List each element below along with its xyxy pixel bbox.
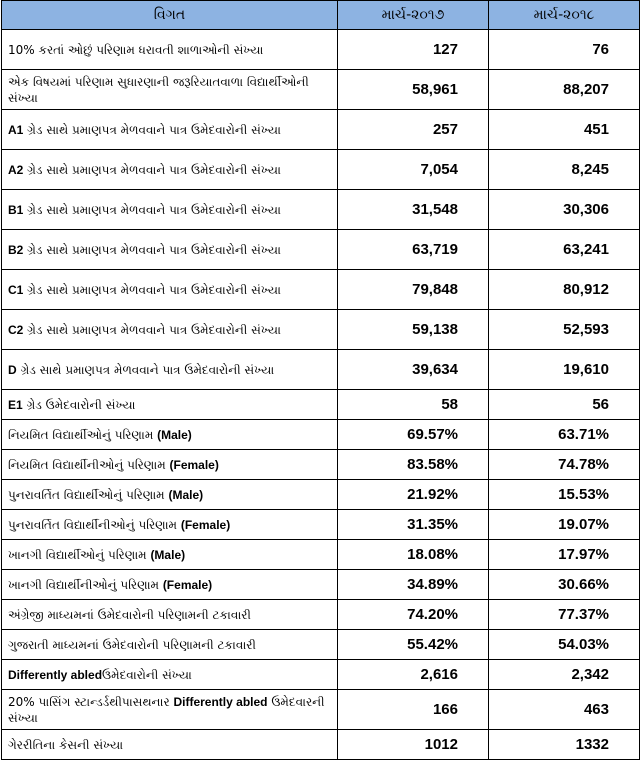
value-march-2018: 30.66% <box>489 570 640 600</box>
row-label-text: ગ્રેડ સાથે પ્રમાણપત્ર મેળવવાને પાત્ર ઉમેદવારોની સંખ્યા <box>16 362 275 377</box>
value-march-2017: 31.35% <box>338 510 489 540</box>
table-row <box>2 600 640 630</box>
table-body <box>2 30 640 760</box>
row-label-text: પુનરાવર્તિત વિદ્યાર્થીઓનું પરિણામ <box>8 487 169 502</box>
value-march-2017: 166 <box>338 690 489 730</box>
row-label-suffix: Differently abled <box>173 694 268 709</box>
row-label <box>2 420 338 450</box>
row-label-text: 10% કરતાં ઓછું પરિણામ ધરાવતી શાળાઓની સંખ્યા <box>8 42 264 57</box>
row-label <box>2 450 338 480</box>
value-march-2018: 19.07% <box>489 510 640 540</box>
value-march-2017: 127 <box>338 30 489 70</box>
row-label-text: ગ્રેડ સાથે પ્રમાણપત્ર મેળવવાને પાત્ર ઉમેદવારોની સંખ્યા <box>23 242 281 257</box>
row-label <box>2 660 338 690</box>
row-label-text: 20% પાસિંગ સ્ટાન્ડર્ડથીપાસથનાર <box>8 694 174 709</box>
row-label <box>2 690 338 730</box>
row-label-text: પુનરાવર્તિત વિદ્યાર્થીનીઓનું પરિણામ <box>8 517 181 532</box>
row-label-prefix: B2 <box>8 242 24 257</box>
value-march-2017: 58 <box>338 390 489 420</box>
value-march-2018: 77.37% <box>489 600 640 630</box>
row-label <box>2 310 338 350</box>
value-march-2018: 52,593 <box>489 310 640 350</box>
value-march-2018: 76 <box>489 30 640 70</box>
table-row <box>2 110 640 150</box>
value-march-2018: 463 <box>489 690 640 730</box>
value-march-2018: 80,912 <box>489 270 640 310</box>
value-march-2017: 31,548 <box>338 190 489 230</box>
table-row <box>2 150 640 190</box>
table-row <box>2 630 640 660</box>
value-march-2018: 63,241 <box>489 230 640 270</box>
row-label-suffix: (Female) <box>162 577 213 592</box>
table-row <box>2 70 640 110</box>
row-label <box>2 630 338 660</box>
table-row <box>2 190 640 230</box>
row-label <box>2 510 338 540</box>
row-label <box>2 110 338 150</box>
table-row <box>2 570 640 600</box>
row-label-text: નિયમિત વિદ્યાર્થીનીઓનું પરિણામ <box>8 457 170 472</box>
value-march-2018: 8,245 <box>489 150 640 190</box>
value-march-2018: 63.71% <box>489 420 640 450</box>
value-march-2017: 34.89% <box>338 570 489 600</box>
row-label-text: ગ્રેડ સાથે પ્રમાણપત્ર મેળવવાને પાત્ર ઉમેદવારોની સંખ્યા <box>23 122 281 137</box>
value-march-2017: 74.20% <box>338 600 489 630</box>
value-march-2018: 56 <box>489 390 640 420</box>
row-label-text: ઉમેદવારોની સંખ્યા <box>102 667 192 682</box>
row-label-text: ગ્રેડ ઉમેદવારોની સંખ્યા <box>22 397 136 412</box>
row-label <box>2 570 338 600</box>
row-label-prefix: D <box>8 362 17 377</box>
row-label <box>2 70 338 110</box>
row-label <box>2 150 338 190</box>
row-label-suffix: (Male) <box>168 487 204 502</box>
row-label-text: ગ્રેડ સાથે પ્રમાણપત્ર મેળવવાને પાત્ર ઉમેદવારોની સંખ્યા <box>23 322 281 337</box>
table-row <box>2 480 640 510</box>
value-march-2017: 1012 <box>338 730 489 760</box>
value-march-2017: 257 <box>338 110 489 150</box>
value-march-2017: 18.08% <box>338 540 489 570</box>
table-row <box>2 690 640 730</box>
row-label-prefix: Differently abled <box>8 667 103 682</box>
value-march-2017: 59,138 <box>338 310 489 350</box>
table-row <box>2 450 640 480</box>
row-label-text: અંગ્રેજી માધ્યમનાં ઉમેદવારોની પરિણામની ટકાવારી <box>8 607 251 622</box>
value-march-2017: 39,634 <box>338 350 489 390</box>
row-label <box>2 190 338 230</box>
row-label-text: ગુજરાતી માધ્યમનાં ઉમેદવારોની પરિણામની ટકાવારી <box>8 637 256 652</box>
header-row <box>2 1 640 30</box>
table-row <box>2 660 640 690</box>
value-march-2017: 69.57% <box>338 420 489 450</box>
value-march-2017: 58,961 <box>338 70 489 110</box>
value-march-2018: 19,610 <box>489 350 640 390</box>
row-label <box>2 350 338 390</box>
table-row <box>2 420 640 450</box>
table-row <box>2 730 640 760</box>
value-march-2017: 63,719 <box>338 230 489 270</box>
table-row <box>2 540 640 570</box>
value-march-2018: 17.97% <box>489 540 640 570</box>
table-row <box>2 390 640 420</box>
row-label-prefix: C2 <box>8 322 24 337</box>
value-march-2018: 15.53% <box>489 480 640 510</box>
table-row <box>2 30 640 70</box>
row-label-prefix: C1 <box>8 282 24 297</box>
row-label <box>2 730 338 760</box>
row-label-prefix: A1 <box>8 122 24 137</box>
value-march-2018: 1332 <box>489 730 640 760</box>
row-label-prefix: E1 <box>8 397 23 412</box>
value-march-2018: 54.03% <box>489 630 640 660</box>
row-label-text: ખાનગી વિદ્યાર્થીઓનું પરિણામ <box>8 547 151 562</box>
row-label <box>2 600 338 630</box>
row-label-text: ગ્રેડ સાથે પ્રમાણપત્ર મેળવવાને પાત્ર ઉમેદવારોની સંખ્યા <box>23 202 281 217</box>
row-label-text: નિયમિત વિદ્યાર્થીઓનું પરિણામ <box>8 427 158 442</box>
value-march-2017: 79,848 <box>338 270 489 310</box>
row-label-text: ખાનગી વિદ્યાર્થીનીઓનું પરિણામ <box>8 577 163 592</box>
row-label-suffix: (Female) <box>180 517 231 532</box>
value-march-2017: 7,054 <box>338 150 489 190</box>
header-detail: વિગત <box>2 1 338 30</box>
value-march-2018: 451 <box>489 110 640 150</box>
row-label <box>2 30 338 70</box>
row-label <box>2 540 338 570</box>
header-march-2017: માર્ચ-૨૦૧૭ <box>338 1 489 30</box>
row-label-suffix: (Male) <box>157 427 192 442</box>
row-label <box>2 480 338 510</box>
row-label-text-2: ઉમેદવારની સંખ્યા <box>8 694 325 725</box>
table-row <box>2 270 640 310</box>
row-label-text: એક વિષયમાં પરિણામ સુધારણાની જરૂરિયાતવાળા વિદ્યાર્થીઓની સંખ્યા <box>8 74 309 105</box>
value-march-2017: 2,616 <box>338 660 489 690</box>
row-label-suffix: (Male) <box>150 547 186 562</box>
row-label-text: ગ્રેડ સાથે પ્રમાણપત્ર મેળવવાને પાત્ર ઉમેદવારોની સંખ્યા <box>23 282 281 297</box>
value-march-2018: 88,207 <box>489 70 640 110</box>
value-march-2017: 55.42% <box>338 630 489 660</box>
table-row <box>2 310 640 350</box>
row-label <box>2 270 338 310</box>
value-march-2018: 74.78% <box>489 450 640 480</box>
row-label-text: ગ્રેડ સાથે પ્રમાણપત્ર મેળવવાને પાત્ર ઉમેદવારોની સંખ્યા <box>23 162 281 177</box>
value-march-2018: 2,342 <box>489 660 640 690</box>
row-label <box>2 230 338 270</box>
results-table <box>1 0 640 760</box>
row-label-text: ગેરરીતિના કેસની સંખ્યા <box>8 737 124 752</box>
value-march-2018: 30,306 <box>489 190 640 230</box>
table-row <box>2 510 640 540</box>
table-row <box>2 230 640 270</box>
row-label <box>2 390 338 420</box>
row-label-prefix: A2 <box>8 162 24 177</box>
table-row <box>2 350 640 390</box>
value-march-2017: 83.58% <box>338 450 489 480</box>
row-label-suffix: (Female) <box>169 457 219 472</box>
header-march-2018: માર્ચ-૨૦૧૮ <box>489 1 640 30</box>
row-label-prefix: B1 <box>8 202 24 217</box>
value-march-2017: 21.92% <box>338 480 489 510</box>
